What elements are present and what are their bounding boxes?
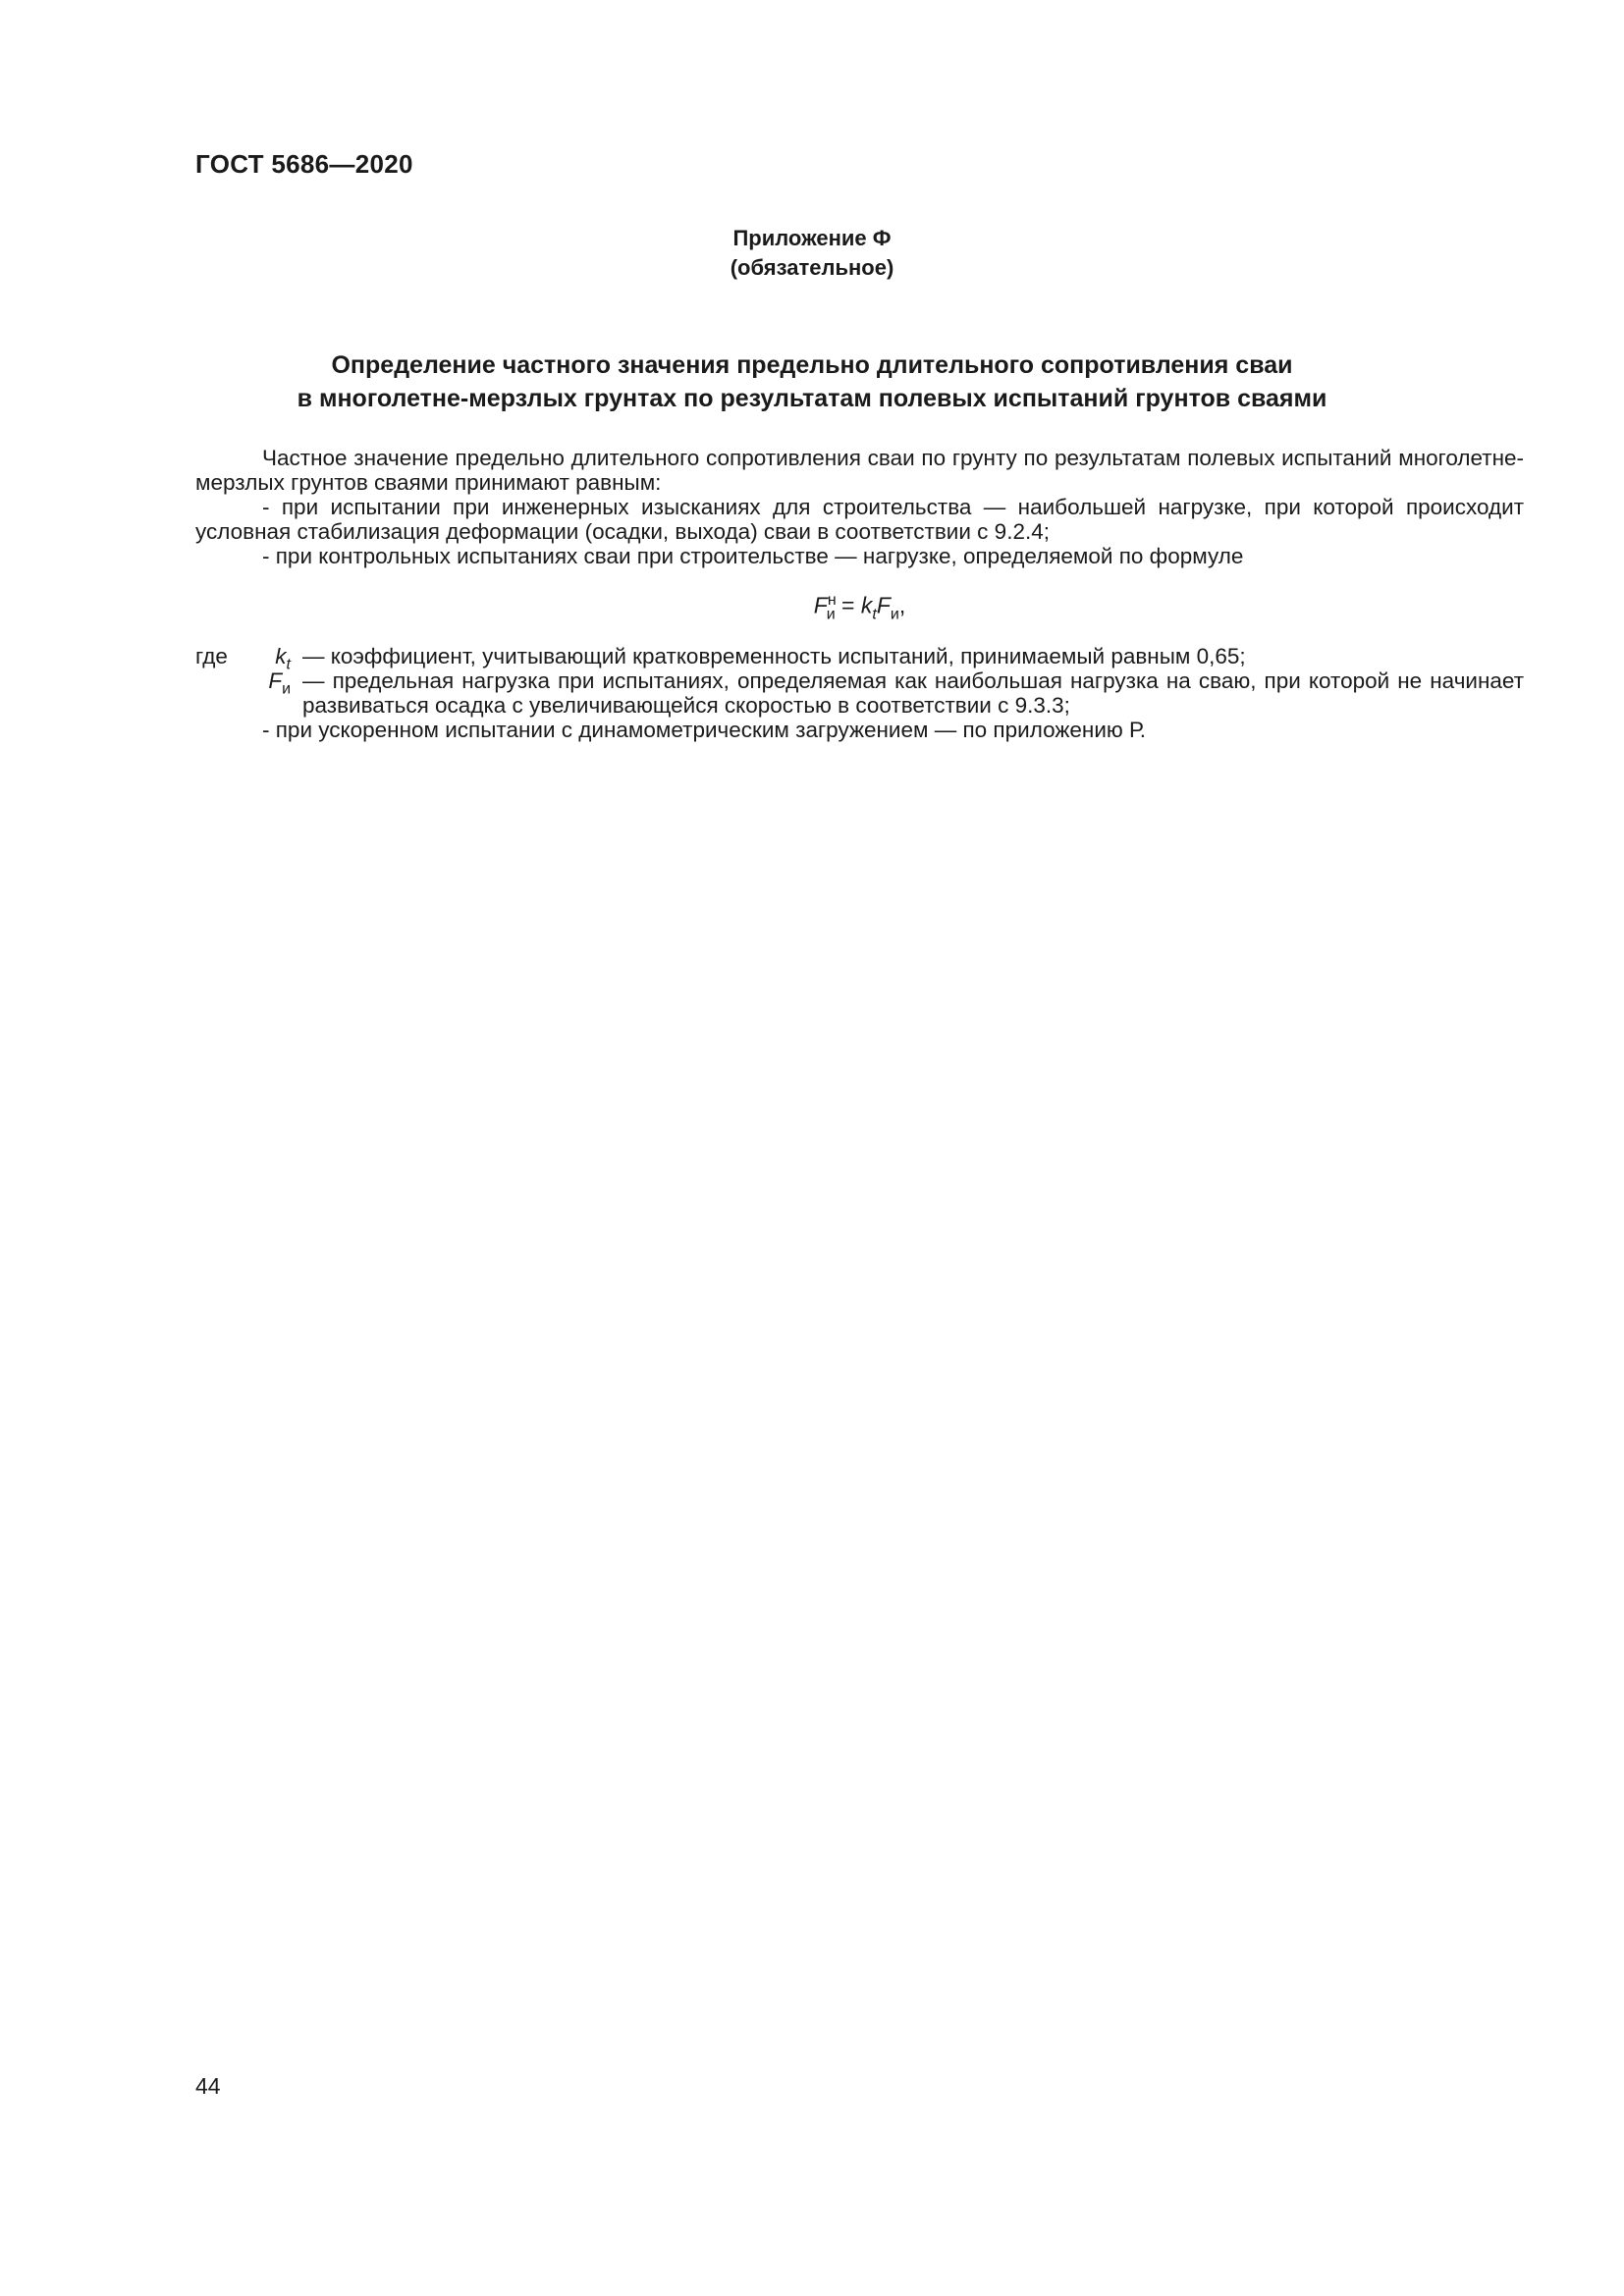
formula-lhs-sup: н bbox=[827, 592, 837, 609]
annex-status: (обязательное) bbox=[730, 255, 894, 280]
where-definition: — коэффициент, учитывающий кратковременность испытаний, принимаемый равным 0,65; bbox=[302, 644, 1246, 669]
list-item: - при контрольных испытаниях сваи при строительстве — нагрузке, определяемой по формуле bbox=[262, 544, 1244, 568]
formula-lhs-sub: и bbox=[826, 606, 836, 623]
section-title-line-1: Определение частного значения предельно длительного сопротивления сваи bbox=[331, 351, 1293, 379]
formula-f-sub: и bbox=[890, 606, 899, 623]
where-definition: — предельная нагрузка при испытаниях, определяемая как наибольшая нагрузка на сваю, при которой не начинает развиваться осадка с увеличивающейся скоростью в соответствии с 9.3.3; bbox=[302, 668, 1524, 719]
where-symbol: $k_t$ bbox=[275, 644, 291, 673]
formula-k-sub: t bbox=[872, 606, 877, 623]
page-number: 44 bbox=[195, 2073, 221, 2099]
formula-lhs: F bbox=[813, 592, 828, 618]
section-title-line-2: в многолетне-мерзлых грунтах по результатам полевых испытаний грунтов сваями bbox=[297, 385, 1327, 412]
formula-tail: , bbox=[898, 592, 906, 618]
document-header: ГОСТ 5686—2020 bbox=[195, 149, 413, 179]
formula-k: k bbox=[860, 592, 873, 618]
annex-title: Приложение Ф bbox=[732, 226, 892, 250]
intro-paragraph: Частное значение предельно длительного сопротивления сваи по грунту по результатам полевых испытаний многолетне-мерзлых грунтов сваями принимают равным: bbox=[195, 446, 1524, 495]
section-title bbox=[0, 348, 1624, 415]
annex-heading bbox=[0, 224, 1624, 283]
list-item: - при испытании при инженерных изысканиях для строительства — наибольшей нагрузке, при которой происходит условная стабилизация деформации (осадки, выхода) сваи в соответствии с 9.2.4; bbox=[195, 495, 1524, 544]
formula-f: F bbox=[876, 592, 891, 618]
formula-equals: = bbox=[835, 592, 861, 618]
where-row bbox=[195, 644, 1524, 673]
where-row bbox=[195, 668, 1524, 718]
document-body bbox=[195, 446, 1524, 742]
where-prefix: где bbox=[195, 644, 228, 669]
formula bbox=[195, 588, 1524, 626]
where-symbol: $F_и$ bbox=[268, 668, 291, 698]
list-item: - при ускоренном испытании с динамометрическим загружением — по приложению Р. bbox=[262, 718, 1147, 743]
